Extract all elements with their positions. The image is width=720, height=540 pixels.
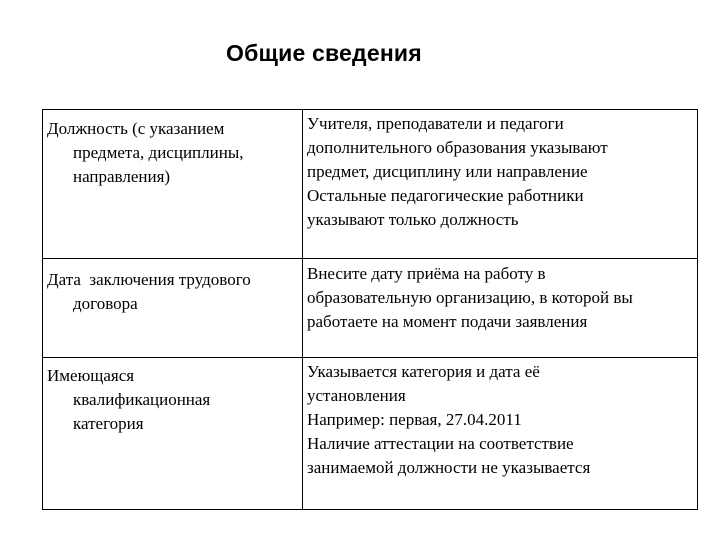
row-value-line: образовательную организацию, в которой вы	[307, 288, 633, 307]
info-table	[42, 109, 698, 510]
page-title: Общие сведения	[226, 40, 422, 66]
row-value-line: занимаемой должности не указывается	[307, 458, 591, 477]
row-value-line: работаете на момент подачи заявления	[307, 312, 588, 331]
row-label-cell	[43, 358, 303, 510]
row-label-line: предмета, дисциплины,	[73, 143, 244, 162]
row-label	[43, 110, 302, 189]
row-value-line: Например: первая, 27.04.2011	[307, 410, 522, 429]
row-value-line: Остальные педагогические работники	[307, 186, 584, 205]
row-value-line: Учителя, преподаватели и педагоги	[307, 114, 564, 133]
table-row	[43, 358, 698, 510]
row-value	[303, 259, 697, 334]
row-label-line: договора	[73, 294, 138, 313]
row-label	[43, 259, 302, 316]
row-label-line: Должность (с указанием	[47, 119, 225, 138]
row-label-line: Дата заключения трудового	[47, 270, 251, 289]
row-label-cell	[43, 110, 303, 259]
row-value-cell	[303, 358, 698, 510]
row-value	[303, 358, 697, 480]
row-value	[303, 110, 697, 232]
row-label-line: направления)	[73, 167, 171, 186]
row-label	[43, 358, 302, 436]
row-value-cell	[303, 259, 698, 358]
row-value-cell	[303, 110, 698, 259]
row-value-line: установления	[307, 386, 406, 405]
row-label-line: категория	[73, 414, 144, 433]
row-label-line: Имеющаяся	[47, 366, 135, 385]
row-value-line: предмет, дисциплину или направление	[307, 162, 588, 181]
row-value-line: Внесите дату приёма на работу в	[307, 264, 546, 283]
row-label-line: квалификационная	[73, 390, 211, 409]
table-row	[43, 110, 698, 259]
row-value-line: указывают только должность	[307, 210, 519, 229]
row-value-line: Указывается категория и дата её	[307, 362, 540, 381]
table-row	[43, 259, 698, 358]
row-label-cell	[43, 259, 303, 358]
row-value-line: дополнительного образования указывают	[307, 138, 608, 157]
row-value-line: Наличие аттестации на соответствие	[307, 434, 574, 453]
